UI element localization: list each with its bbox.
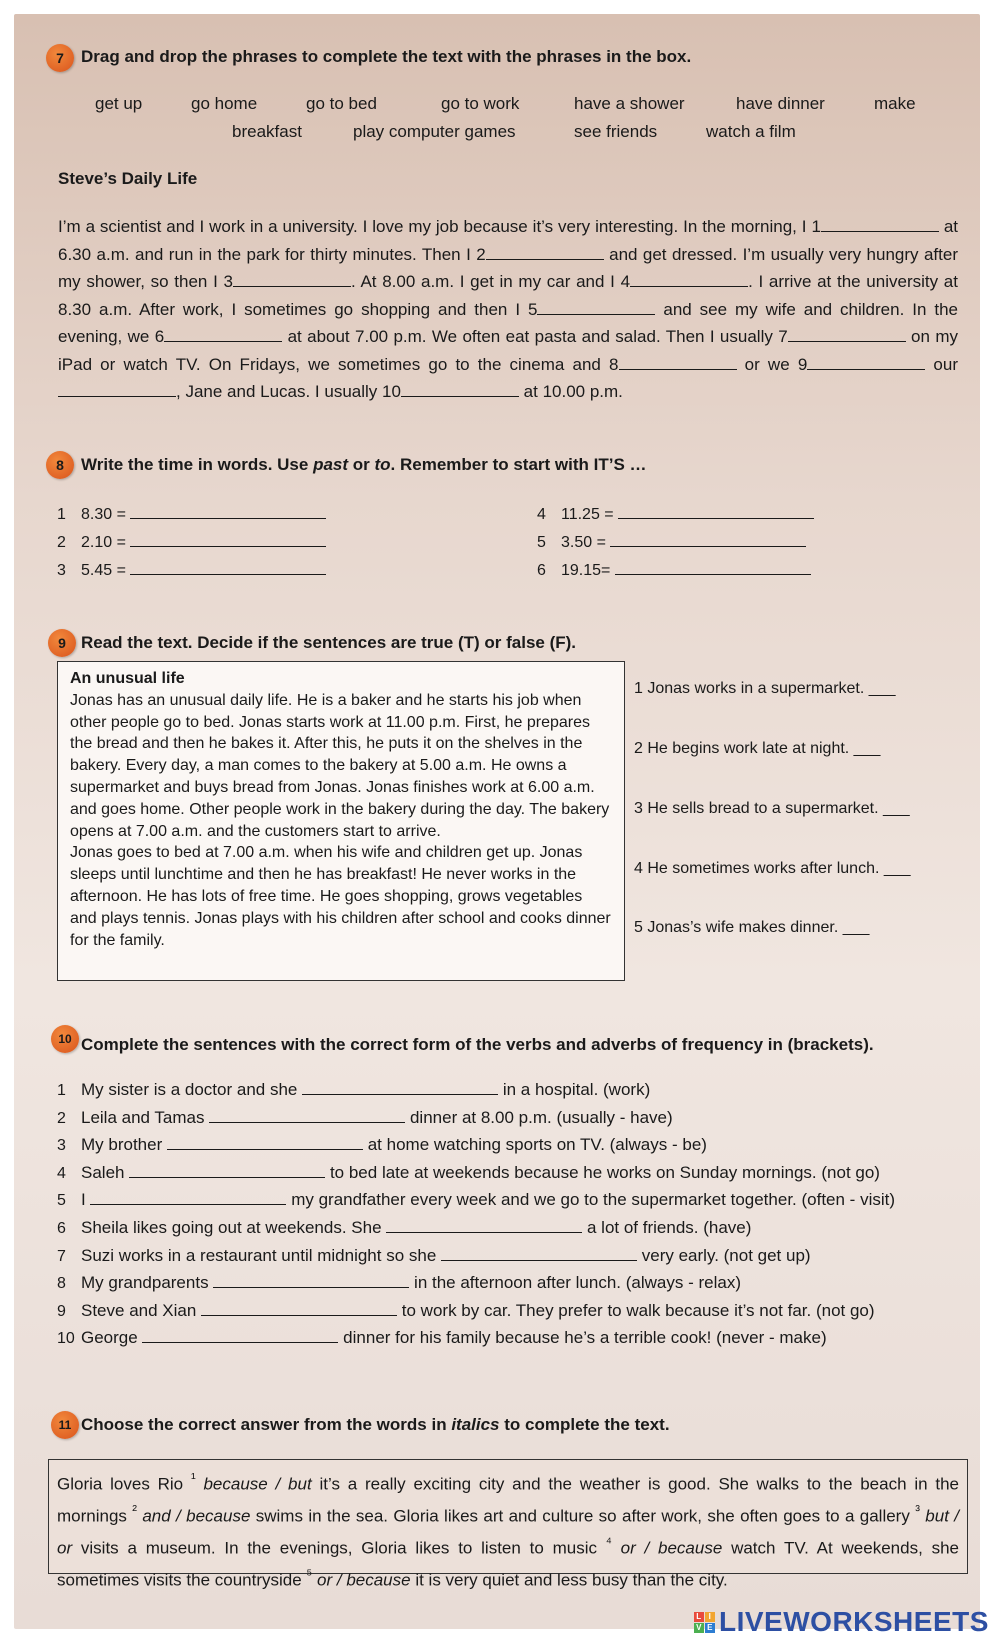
- verb-answer-6[interactable]: [386, 1218, 582, 1233]
- tf-statement-4[interactable]: 4 He sometimes works after lunch. ___: [634, 860, 911, 877]
- choice-3[interactable]: but / or: [57, 1506, 959, 1558]
- verb-item-8: 8 My grandparents in the afternoon after lunch. (always - relax): [57, 1273, 741, 1292]
- gloria-textbox: Gloria loves Rio $^{^1}$ because / but it’s a really exciting city and the weather is good. She walks to the beach in the mornings $^{^2}$ and / because swims in the sea. Gloria likes art and culture so after work, she often goes to a gallery $^{^3}$ but / or visits a museum. In the evenings, Gloria likes to listen to music $^{^4}$ or / because watch TV. At weekends, she sometimes visits the countryside $^{^5}$ or / because it is very quiet and less busy than the city.: [48, 1459, 968, 1574]
- verb-item-2: 2 Leila and Tamas dinner at 8.00 p.m. (usually - have): [57, 1108, 673, 1127]
- exercise-8-instruction: Write the time in words. Use past or to. Remember to start with IT’S …: [81, 455, 647, 474]
- verb-answer-1[interactable]: [302, 1080, 498, 1095]
- choice-5[interactable]: or / because: [317, 1571, 411, 1591]
- phrase-play-computer-games[interactable]: play computer games: [353, 122, 516, 141]
- exercise-9-instruction: Read the text. Decide if the sentences are true (T) or false (F).: [81, 633, 577, 652]
- exercise-9-badge: 9: [48, 629, 76, 657]
- time-item-4: 4 11.25 =: [537, 504, 814, 524]
- time-item-5: 5 3.50 =: [537, 532, 806, 552]
- tf-statement-1[interactable]: 1 Jonas works in a supermarket. ___: [634, 680, 896, 697]
- verb-item-9: 9 Steve and Xian to work by car. They prefer to walk because it’s not far. (not go): [57, 1301, 875, 1320]
- verb-answer-10[interactable]: [142, 1328, 338, 1343]
- verb-item-4: 4 Saleh to bed late at weekends because he works on Sunday mornings. (not go): [57, 1163, 880, 1182]
- time-answer-2[interactable]: [130, 532, 326, 547]
- phrase-go-to-bed[interactable]: go to bed: [306, 94, 377, 113]
- exercise-11-instruction: Choose the correct answer from the words in italics to complete the text.: [81, 1415, 670, 1434]
- verb-answer-2[interactable]: [209, 1108, 405, 1123]
- phrase-go-to-work[interactable]: go to work: [441, 94, 520, 113]
- verb-answer-4[interactable]: [129, 1163, 325, 1178]
- drop-zone-8[interactable]: [619, 355, 737, 370]
- choice-1[interactable]: because / but: [203, 1474, 312, 1494]
- phrase-make[interactable]: make: [874, 94, 916, 113]
- unusual-life-title: An unusual life: [70, 670, 185, 687]
- phrase-see-friends[interactable]: see friends: [574, 122, 658, 141]
- verb-answer-5[interactable]: [90, 1190, 286, 1205]
- exercise-7-badge: 7: [46, 44, 74, 72]
- time-answer-4[interactable]: [618, 504, 814, 519]
- exercise-10-instruction: Complete the sentences with the correct form of the verbs and adverbs of frequency in (brackets).: [81, 1035, 874, 1054]
- phrase-have-dinner[interactable]: have dinner: [736, 94, 825, 113]
- liveworksheets-logo[interactable]: L I V E LIVEWORKSHEETS: [694, 1606, 989, 1638]
- time-answer-6[interactable]: [615, 560, 811, 575]
- time-answer-1[interactable]: [130, 504, 326, 519]
- verb-answer-3[interactable]: [167, 1135, 363, 1150]
- verb-item-3: 3 My brother at home watching sports on TV. (always - be): [57, 1135, 707, 1154]
- verb-answer-8[interactable]: [213, 1273, 409, 1288]
- time-answer-3[interactable]: [130, 560, 326, 575]
- phrase-get-up[interactable]: get up: [95, 94, 143, 113]
- exercise-11-badge: 11: [51, 1411, 79, 1439]
- unusual-life-paragraph-1: Jonas has an unusual daily life. He is a baker and he starts his job when other people go to bed. Jonas starts work at 11.00 p.m. First, he prepares the bread and then he bakes it. After this, he puts it on the shelves in the bakery. Every day, a man comes to the bakery at 5.00 a.m. He owns a supermarket and buys bread from Jonas. Jonas finishes work at 6.00 a.m. and goes home. Other people work in the bakery during the day. The bakery opens at 7.00 a.m. and the customers start to arrive.: [70, 691, 610, 840]
- drop-zone-10[interactable]: [401, 382, 519, 397]
- unusual-life-textbox: [57, 661, 625, 981]
- liveworksheets-icon: L I V E: [694, 1612, 715, 1633]
- tf-statement-5[interactable]: 5 Jonas’s wife makes dinner. ___: [634, 919, 870, 936]
- drop-zone-5[interactable]: [537, 300, 655, 315]
- phrase-breakfast[interactable]: breakfast: [232, 122, 302, 141]
- drop-zone-3[interactable]: [233, 272, 351, 287]
- time-item-3: 3 5.45 =: [57, 560, 326, 580]
- tf-statement-3[interactable]: 3 He sells bread to a supermarket. ___: [634, 800, 910, 817]
- phrase-go-home[interactable]: go home: [191, 94, 258, 113]
- time-item-1: 1 8.30 =: [57, 504, 326, 524]
- choice-4[interactable]: or / because: [620, 1538, 723, 1558]
- phrase-have-a-shower[interactable]: have a shower: [574, 94, 685, 113]
- verb-answer-7[interactable]: [441, 1246, 637, 1261]
- drop-zone-7[interactable]: [788, 327, 906, 342]
- tf-statement-2[interactable]: 2 He begins work late at night. ___: [634, 740, 881, 757]
- verb-item-1: 1 My sister is a doctor and she in a hospital. (work): [57, 1080, 651, 1099]
- drop-zone-1[interactable]: [821, 217, 939, 232]
- time-answer-5[interactable]: [610, 532, 806, 547]
- exercise-7-instruction: Drag and drop the phrases to complete the text with the phrases in the box.: [81, 47, 692, 66]
- choice-2[interactable]: and / because: [142, 1506, 251, 1526]
- verb-answer-9[interactable]: [201, 1301, 397, 1316]
- verb-item-10: 10 George dinner for his family because he’s a terrible cook! (never - make): [57, 1328, 827, 1347]
- unusual-life-paragraph-2: Jonas goes to bed at 7.00 a.m. when his wife and children get up. Jonas sleeps until lunchtime and then he has breakfast! He never works in the afternoon. He has lots of free time. He goes shopping, grows vegetables and plays tennis. Jonas plays with his children after school and cooks dinner for the family.: [70, 844, 611, 949]
- time-item-2: 2 2.10 =: [57, 532, 326, 552]
- verb-item-5: 5 I my grandfather every week and we go to the supermarket together. (often - visit): [57, 1190, 896, 1209]
- time-item-6: 6 19.15=: [537, 560, 811, 580]
- drop-zone-2[interactable]: [486, 245, 604, 260]
- exercise-10-badge: 10: [51, 1025, 79, 1053]
- phrase-watch-a-film[interactable]: watch a film: [706, 122, 796, 141]
- drop-zone-9b[interactable]: [58, 382, 176, 397]
- steve-daily-life-text: I’m a scientist and I work in a university. I love my job because it’s very interesting. In the morning, I 1 at 6.30 a.m. and run in the park for thirty minutes. Then I 2 and get dressed. I’m usually very hungry after my shower, so then I 3 . At 8.00 a.m. I get in my car and I 4 . I arrive at the university at 8.30 a.m. After work, I sometimes go shopping and then I 5 and see my wife and children. In the evening, we 6 at about 7.00 p.m. We often eat pasta and salad. Then I usually 7 on my iPad or watch TV. On Fridays, we sometimes go to the cinema and 8 or we 9 our , Jane and Lucas. I usually 10 at 10.00 p.m.: [58, 217, 959, 401]
- drop-zone-6[interactable]: [164, 327, 282, 342]
- drop-zone-9[interactable]: [807, 355, 925, 370]
- exercise-8-badge: 8: [46, 451, 74, 479]
- verb-item-6: 6 Sheila likes going out at weekends. She a lot of friends. (have): [57, 1218, 752, 1237]
- verb-item-7: 7 Suzi works in a restaurant until midnight so she very early. (not get up): [57, 1246, 811, 1265]
- drop-zone-4[interactable]: [630, 272, 748, 287]
- steve-text-title: Steve’s Daily Life: [58, 169, 198, 188]
